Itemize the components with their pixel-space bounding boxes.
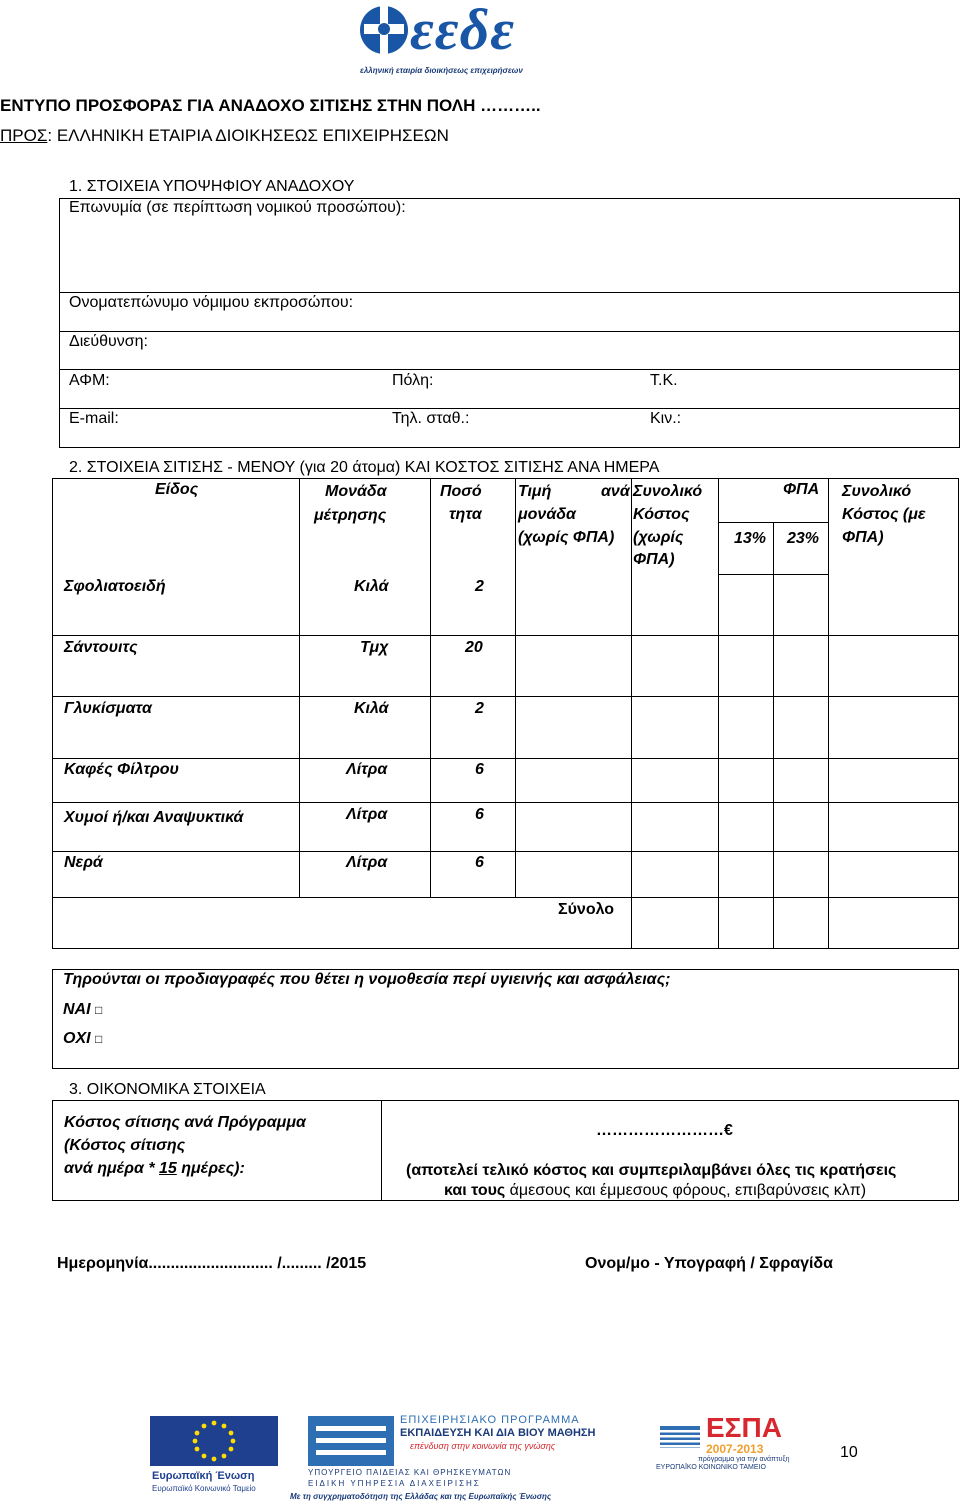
row-qty: 2	[475, 578, 484, 595]
row-qty: 2	[475, 700, 484, 717]
cost-note-2b: άμεσους και έμμεσους φόρους, επιβαρύνσεις κλπ)	[505, 1182, 867, 1199]
row-unit: Κιλά	[354, 578, 389, 595]
col-header-qty-2: τητα	[449, 506, 482, 523]
city-label: Πόλη:	[392, 372, 434, 389]
section2-heading: 2. ΣΤΟΙΧΕΙΑ ΣΙΤΙΣΗΣ - ΜΕΝΟΥ (για 20 άτομα) ΚΑΙ ΚΟΣΤΟΣ ΣΙΤΙΣΗΣ ΑΝΑ ΗΜΕΡΑ	[69, 459, 660, 476]
row-qty: 6	[475, 806, 484, 823]
col-header-price-3: (χωρίς ΦΠΑ)	[518, 529, 615, 546]
cost-note-1: (αποτελεί τελικό κόστος και συμπεριλαμβάνει όλες τις κρατήσεις	[406, 1162, 897, 1179]
date-line: Ημερομηνία............................ /......... /2015	[57, 1255, 367, 1272]
section1-heading: 1. ΣΤΟΙΧΕΙΑ ΥΠΟΨΗΦΙΟΥ ΑΝΑΔΟΧΟΥ	[69, 178, 355, 195]
greek-flag-icon	[660, 1426, 700, 1448]
cost-label-2: (Κόστος σίτισης	[64, 1137, 186, 1154]
cost-label-3	[64, 1160, 245, 1178]
row-unit: Λίτρα	[346, 761, 388, 778]
row-unit: Κιλά	[354, 700, 389, 717]
row-unit: Λίτρα	[346, 806, 388, 823]
signature-line: Ονομ/μο - Υπογραφή / Σφραγίδα	[585, 1255, 833, 1272]
hygiene-yes[interactable]	[63, 1001, 102, 1019]
yes-checkbox-icon[interactable]: □	[95, 1003, 103, 1017]
candidate-info-table	[59, 198, 960, 448]
row-qty: 20	[465, 639, 483, 656]
col-header-unit-2: μέτρησης	[314, 507, 387, 524]
col-header-price-1b: ανά	[601, 483, 630, 500]
row-qty: 6	[475, 854, 484, 871]
mobile-label: Κιν.:	[650, 410, 682, 427]
op-line-1: ΕΠΙΧΕΙΡΗΣΙΑΚΟ ΠΡΟΓΡΑΜΜΑ	[400, 1414, 580, 1426]
col-header-vat: ΦΠΑ	[783, 481, 820, 498]
col-header-cost-2: Κόστος	[633, 506, 690, 523]
no-label: ΟΧΙ	[63, 1030, 91, 1047]
row-unit: Τμχ	[360, 639, 389, 656]
page-number: 10	[840, 1444, 858, 1461]
espa-logo	[656, 1412, 806, 1472]
section3-heading: 3. ΟΙΚΟΝΟΜΙΚΑ ΣΤΟΙΧΕΙΑ	[69, 1081, 266, 1098]
col-header-cost-3: (χωρίς	[633, 529, 684, 546]
logo-tagline: ελληνική εταιρία διοικήσεως επιχειρήσεων	[360, 66, 523, 75]
email-label: E-mail:	[69, 410, 119, 427]
eu-fund: Ευρωπαϊκό Κοινωνικό Ταμείο	[152, 1484, 256, 1493]
col-header-item: Είδος	[155, 481, 199, 498]
col-header-total-1: Συνολικό	[842, 483, 912, 500]
cofund-line: Με τη συγχρηματοδότηση της Ελλάδας και της Ευρωπαϊκής Ένωσης	[290, 1492, 552, 1501]
col-header-vat-23: 23%	[787, 530, 820, 547]
afm-label: ΑΦΜ:	[69, 372, 110, 389]
col-header-price-1: Τιμή	[518, 483, 552, 500]
header-logo	[358, 2, 548, 78]
espa-title: ΕΣΠΑ	[706, 1412, 782, 1443]
cost-note-2	[444, 1182, 866, 1200]
eu-name: Ευρωπαϊκή Ένωση	[152, 1470, 255, 1482]
postcode-label: Τ.Κ.	[650, 372, 678, 389]
cost-label-1: Κόστος σίτισης ανά Πρόγραμμα	[64, 1114, 306, 1131]
page-title: ΕΝΤΥΠΟ ΠΡΟΣΦΟΡΑΣ ΓΙΑ ΑΝΑΔΟΧΟ ΣΙΤΙΣΗΣ ΣΤΗΝ ΠΟΛΗ ………..	[0, 96, 541, 115]
col-header-total-3: ΦΠΑ)	[842, 529, 884, 546]
eu-flag-icon	[150, 1416, 278, 1466]
cost-note-2a: και τους	[444, 1182, 506, 1199]
col-header-price-2: μονάδα	[518, 506, 576, 523]
hygiene-no[interactable]	[63, 1030, 102, 1048]
espa-years: 2007-2013	[706, 1442, 764, 1456]
row-unit: Λίτρα	[346, 854, 388, 871]
col-header-unit-1: Μονάδα	[325, 483, 387, 500]
row-item: Χυμοί ή/και Αναψυκτικά	[64, 809, 244, 826]
recipient-value: ΕΛΛΗΝΙΚΗ ΕΤΑΙΡΙΑ ΔΙΟΙΚΗΣΕΩΣ ΕΠΙΧΕΙΡΗΣΕΩΝ	[56, 126, 449, 145]
row-item: Νερά	[64, 854, 103, 871]
legal-rep-label: Ονοματεπώνυμο νόμιμου εκπροσώπου:	[69, 294, 354, 311]
op-line-4: ΥΠΟΥΡΓΕΙΟ ΠΑΙΔΕΙΑΣ ΚΑΙ ΘΡΗΣΚΕΥΜΑΤΩΝ	[308, 1468, 512, 1477]
row-item: Γλυκίσματα	[64, 700, 152, 717]
op-line-5: ΕΙΔΙΚΗ ΥΠΗΡΕΣΙΑ ΔΙΑΧΕΙΡΙΣΗΣ	[308, 1479, 481, 1488]
col-header-total-2: Κόστος (με	[842, 506, 926, 523]
phone-label: Τηλ. σταθ.:	[392, 410, 470, 427]
recipient-line	[0, 126, 449, 146]
cost-amount: ……………………€	[596, 1122, 733, 1139]
no-checkbox-icon[interactable]: □	[95, 1032, 103, 1046]
op-logo	[290, 1412, 650, 1504]
cost-days: 15	[159, 1160, 177, 1177]
col-header-vat-13: 13%	[734, 530, 767, 547]
logo-name: εεδε	[410, 0, 516, 62]
recipient-sep: :	[47, 126, 57, 145]
row-item: Σάντουιτς	[64, 639, 138, 656]
recipient-label: ΠΡΟΣ	[0, 126, 48, 145]
company-name-label: Επωνυμία (σε περίπτωση νομικού προσώπου):	[69, 199, 406, 216]
row-qty: 6	[475, 761, 484, 778]
cost-label-3a: ανά ημέρα *	[64, 1160, 159, 1177]
menu-table	[52, 478, 959, 949]
row-item: Σφολιατοειδή	[64, 578, 166, 595]
col-header-qty-1: Ποσό	[440, 483, 482, 500]
col-header-cost-1: Συνολικό	[633, 483, 703, 500]
row-item: Καφές Φίλτρου	[64, 761, 180, 778]
hygiene-question: Τηρούνται οι προδιαγραφές που θέτει η νομοθεσία περί υγιεινής και ασφάλειας;	[63, 971, 671, 988]
col-header-cost-4: ΦΠΑ)	[633, 551, 675, 568]
cost-label-3c: ημέρες):	[176, 1160, 245, 1177]
address-label: Διεύθυνση:	[69, 333, 148, 350]
op-line-3: επένδυση στην κοινωνία της γνώσης	[410, 1441, 556, 1451]
op-line-2: ΕΚΠΑΙΔΕΥΣΗ ΚΑΙ ΔΙΑ ΒΙΟΥ ΜΑΘΗΣΗ	[400, 1427, 596, 1439]
yes-label: ΝΑΙ	[63, 1001, 91, 1018]
eu-logo	[150, 1416, 280, 1496]
op-emblem-icon	[308, 1416, 394, 1466]
espa-slogan: πρόγραμμα για την ανάπτυξη	[698, 1456, 790, 1463]
sum-label: Σύνολο	[558, 901, 615, 918]
espa-fund: ΕΥΡΩΠΑΪΚΟ ΚΟΙΝΩΝΙΚΟ ΤΑΜΕΙΟ	[656, 1464, 766, 1471]
